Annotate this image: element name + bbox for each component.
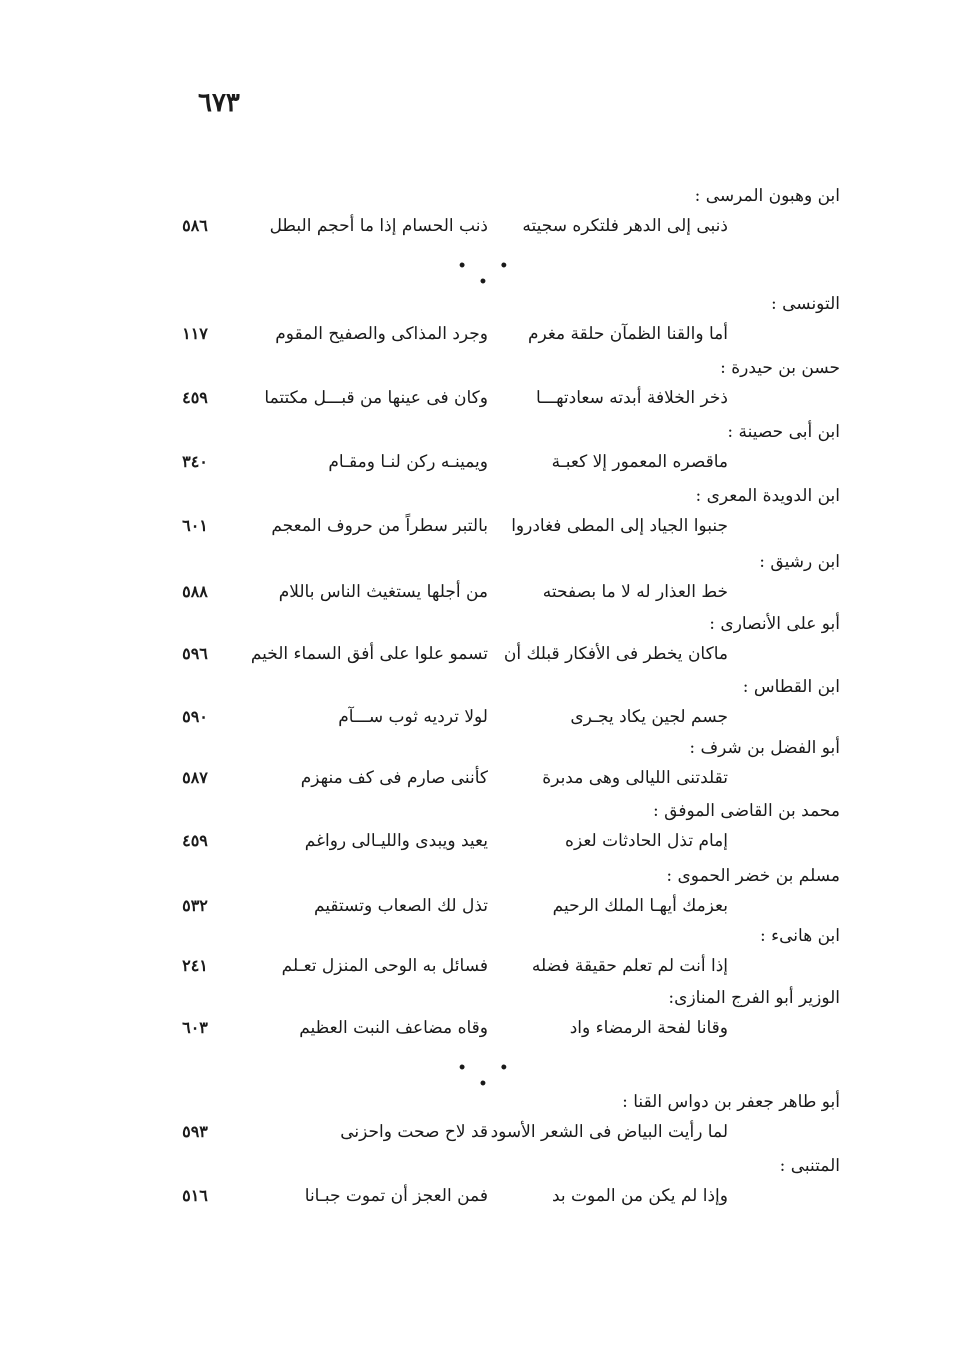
verse-line (150, 707, 840, 737)
second-hemistich: قد لاح صحت واحزنى (340, 1122, 488, 1142)
reference-number: ٥٩٣ (182, 1122, 208, 1141)
verse-entry (150, 801, 840, 867)
second-hemistich: لولا ترديه ثوب ســـآم (338, 707, 488, 727)
verse-entry (150, 988, 840, 1054)
first-hemistich: ذنبى إلى الدهر فلتكره سجيته (522, 216, 728, 236)
reference-number: ٥٩٦ (182, 644, 208, 663)
poet-name: محمد بن القاضى الموفق : (653, 801, 840, 821)
verse-line (150, 768, 840, 798)
poet-name: ابن أبى حصينة : (727, 422, 840, 442)
verse-line (150, 452, 840, 482)
verse-line (150, 216, 840, 246)
verse-line (150, 324, 840, 354)
verse-line (150, 516, 840, 546)
poet-name: التونسى : (770, 294, 840, 314)
second-hemistich: وقاه مضاعف النبت العظيم (299, 1018, 488, 1038)
second-hemistich: يعيد ويبدى والليـالى رواغم (304, 831, 488, 851)
verse-line (150, 956, 840, 986)
poet-name: أبو الفضل بن شرف : (689, 738, 840, 758)
verse-line (150, 644, 840, 674)
poet-name: أبو طاهر جعفر بن دواس القنا : (622, 1092, 840, 1112)
first-hemistich: ذخر الخلافة أبدته سعادتهـــا (535, 388, 728, 408)
verse-entry (150, 866, 840, 932)
reference-number: ٥٨٧ (182, 768, 208, 787)
poet-name: المتنبى : (779, 1156, 840, 1176)
second-hemistich: وجرد المذاكى والصفيح المقوم (275, 324, 488, 344)
second-hemistich: تذل لك الصعاب وتستقيم (313, 896, 488, 916)
reference-number: ٤٥٩ (182, 388, 208, 407)
poet-name: ابن وهبون المرسى : (694, 186, 840, 206)
verse-entry (150, 552, 840, 618)
reference-number: ٥٨٨ (182, 582, 208, 601)
first-hemistich: جسم لجين يكاد يجـرى (570, 707, 728, 727)
verse-entry (150, 422, 840, 488)
reference-number: ٤٥٩ (182, 831, 208, 850)
poet-name: ابن هانىء : (760, 926, 840, 946)
poet-name: الوزير أبو الفرج المنازى: (668, 988, 840, 1008)
second-hemistich: وكان فى عينها من قبـــل مكتتما (264, 388, 488, 408)
page-number: ٦٧٣ (198, 88, 240, 118)
poet-name: ابن الدويدة المعرى : (695, 486, 840, 506)
first-hemistich: جنبوا الجياد إلى المطى فغادروا (511, 516, 728, 536)
second-hemistich: بالتبر سطراً من حروف المعجم (271, 516, 488, 536)
verse-entry (150, 486, 840, 552)
first-hemistich: بعزمك أيهـا الملك الرحيم (552, 896, 728, 916)
verse-entry (150, 677, 840, 743)
section-separator: • • • (457, 258, 523, 290)
poet-name: أبو على الأنصارى : (709, 614, 840, 634)
first-hemistich: وقانا لفحة الرمضاء واد (569, 1018, 728, 1038)
second-hemistich: ويمينـه ركن لنـا ومقـام (328, 452, 488, 472)
verse-line (150, 1122, 840, 1152)
reference-number: ١١٧ (182, 324, 208, 343)
reference-number: ٦٠٣ (182, 1018, 208, 1037)
verse-line (150, 582, 840, 612)
first-hemistich: ماقصره المعمور إلا كعبـة (551, 452, 728, 472)
first-hemistich: إذا أنت لم تعلم حقيقة فضله (531, 956, 728, 976)
first-hemistich: تقلدتنى الليالى وهى مدبرة (542, 768, 728, 788)
poet-name: ابن رشيق : (759, 552, 840, 572)
reference-number: ٣٤٠ (182, 452, 208, 471)
first-hemistich: لما رأيت البياض فى الشعر الأسود (490, 1122, 728, 1142)
reference-number: ٥٩٠ (182, 707, 208, 726)
first-hemistich: إمام تذل الحادثات لعزه (565, 831, 728, 851)
reference-number: ٢٤١ (182, 956, 208, 975)
second-hemistich: ذنب الحسام إذا ما أحجم البطل (269, 216, 488, 236)
second-hemistich: فمن العجز أن تموت جبـانا (304, 1186, 488, 1206)
verse-entry (150, 1092, 840, 1158)
reference-number: ٥٣٢ (182, 896, 208, 915)
poet-name: حسن بن حيدرة : (720, 358, 840, 378)
verse-entry (150, 186, 840, 252)
second-hemistich: من أجلها يستغيث الناس باللام (278, 582, 488, 602)
section-separator: • • • (457, 1060, 523, 1092)
verse-line (150, 1018, 840, 1048)
verse-entry (150, 738, 840, 804)
verse-entry (150, 926, 840, 992)
verse-entry (150, 614, 840, 680)
verse-line (150, 896, 840, 926)
first-hemistich: أما والقنا الظمآن حلقة مغرم (527, 324, 728, 344)
reference-number: ٥١٦ (182, 1186, 208, 1205)
poet-name: مسلم بن خضر الحموى : (666, 866, 840, 886)
verse-entry (150, 294, 840, 360)
verse-line (150, 831, 840, 861)
reference-number: ٦٠١ (182, 516, 208, 535)
verse-line (150, 1186, 840, 1216)
poet-name: ابن القطاس : (742, 677, 840, 697)
first-hemistich: ماكان يخطر فى الأفكار قبلك أن (503, 644, 728, 664)
first-hemistich: خط العذار له لا ما بصفحته (542, 582, 728, 602)
second-hemistich: تسمو علوا على أفق السماء الخيم (250, 644, 488, 664)
second-hemistich: فسائل به الوحى المنزل تعـلم (281, 956, 488, 976)
first-hemistich: وإذا لم يكن من الموت بد (551, 1186, 728, 1206)
verse-line (150, 388, 840, 418)
reference-number: ٥٨٦ (182, 216, 208, 235)
second-hemistich: كأننى صارم فى كف منهزم (300, 768, 488, 788)
verse-entry (150, 358, 840, 424)
verse-entry (150, 1156, 840, 1222)
